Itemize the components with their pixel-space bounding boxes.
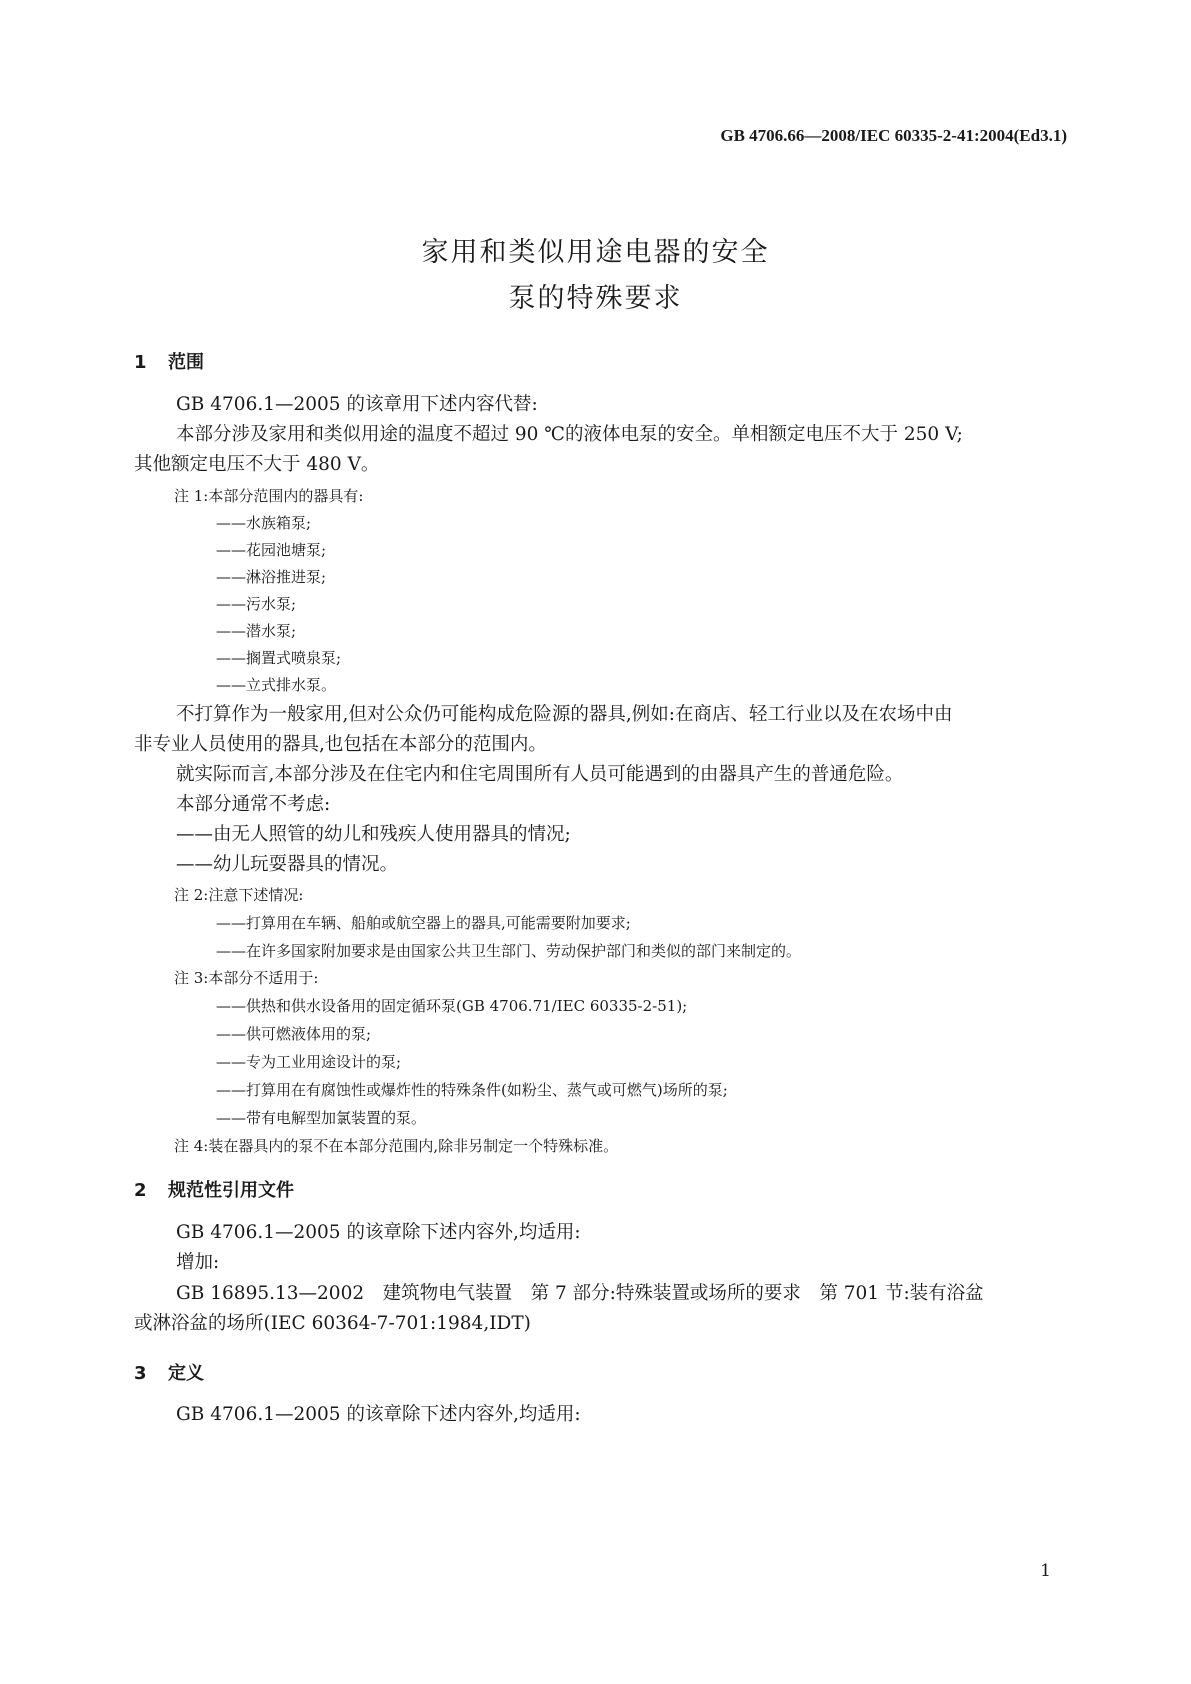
paragraph: 本部分通常不考虑: [176, 794, 331, 815]
section-number: 1 [134, 352, 147, 373]
paragraph: 不打算作为一般家用,但对公众仍可能构成危险源的器具,例如:在商店、轻工行业以及在农场中由 [176, 704, 953, 725]
section-number: 3 [134, 1363, 147, 1384]
standard-code: GB 4706.66—2008/IEC 60335-2-41:2004(Ed3.1) [720, 126, 1067, 145]
reference-entry: GB 16895.13—2002 建筑物电气装置 第 7 部分:特殊装置或场所的要求 第 701 节:装有浴盆 [176, 1283, 984, 1304]
page-number: 1 [1040, 1561, 1051, 1581]
note-4: 注 4:装在器具内的泵不在本部分范围内,除非另制定一个特殊标准。 [174, 1137, 619, 1155]
note-item: ——专为工业用途设计的泵; [216, 1053, 402, 1071]
paragraph: 就实际而言,本部分涉及在住宅内和住宅周围所有人员可能遇到的由器具产生的普通危险。 [176, 764, 904, 785]
list-item: ——幼儿玩耍器具的情况。 [176, 854, 399, 875]
paragraph: GB 4706.1—2005 的该章除下述内容外,均适用: [176, 1222, 581, 1243]
note-item: ——污水泵; [216, 595, 297, 613]
section-1-heading [134, 348, 204, 374]
note-item: ——搁置式喷泉泵; [216, 649, 342, 667]
section-2-heading [134, 1176, 294, 1202]
section-title: 范围 [168, 352, 204, 373]
document-subtitle: 泵的特殊要求 [508, 283, 683, 314]
paragraph: 其他额定电压不大于 480 V。 [134, 454, 380, 475]
note-item: ——带有电解型加氯装置的泵。 [216, 1109, 427, 1127]
section-title: 定义 [168, 1363, 204, 1384]
document-title: 家用和类似用途电器的安全 [421, 237, 770, 268]
note-item: ——立式排水泵。 [216, 676, 337, 694]
section-3-heading [134, 1359, 204, 1385]
note-item: ——在许多国家附加要求是由国家公共卫生部门、劳动保护部门和类似的部门来制定的。 [216, 942, 802, 960]
note-item: ——供可燃液体用的泵; [216, 1025, 372, 1043]
list-item: ——由无人照管的幼儿和残疾人使用器具的情况; [176, 824, 571, 845]
reference-entry-cont: 或淋浴盆的场所(IEC 60364-7-701:1984,IDT) [134, 1313, 531, 1334]
section-number: 2 [134, 1180, 147, 1201]
note-item: ——打算用在有腐蚀性或爆炸性的特殊条件(如粉尘、蒸气或可燃气)场所的泵; [216, 1081, 728, 1099]
paragraph: 非专业人员使用的器具,也包括在本部分的范围内。 [134, 734, 547, 755]
note-item: ——花园池塘泵; [216, 541, 327, 559]
note-item: ——供热和供水设备用的固定循环泵(GB 4706.71/IEC 60335-2-51); [216, 997, 688, 1015]
paragraph: GB 4706.1—2005 的该章除下述内容外,均适用: [176, 1404, 581, 1425]
section-title: 规范性引用文件 [168, 1180, 294, 1201]
note-2-title: 注 2:注意下述情况: [174, 886, 304, 904]
paragraph: GB 4706.1—2005 的该章用下述内容代替: [176, 394, 538, 415]
paragraph: 本部分涉及家用和类似用途的温度不超过 90 ℃的液体电泵的安全。单相额定电压不大于 250 V; [176, 424, 963, 445]
note-item: ——淋浴推进泵; [216, 568, 327, 586]
note-item: ——打算用在车辆、船舶或航空器上的器具,可能需要附加要求; [216, 914, 631, 932]
note-item: ——潜水泵; [216, 622, 297, 640]
paragraph: 增加: [176, 1252, 220, 1273]
note-item: ——水族箱泵; [216, 514, 312, 532]
note-1-title: 注 1:本部分范围内的器具有: [174, 487, 364, 505]
note-3-title: 注 3:本部分不适用于: [174, 969, 319, 987]
